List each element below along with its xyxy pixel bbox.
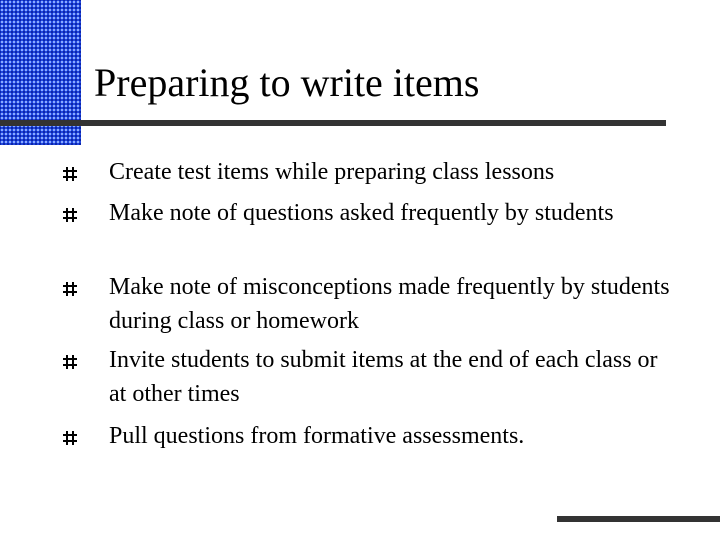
hash-bullet-icon <box>62 207 78 223</box>
bullet-text: Create test items while preparing class lessons <box>109 159 555 185</box>
hash-bullet-icon <box>62 354 78 370</box>
hash-bullet-icon <box>62 166 78 182</box>
bullet-text: Pull questions from formative assessments. <box>109 423 525 449</box>
bullet-text: Make note of misconceptions made frequently by students during class or homework <box>109 274 670 334</box>
bullet-text: Make note of questions asked frequently by students <box>109 200 614 226</box>
hash-bullet-icon <box>62 430 78 446</box>
slide-title: Preparing to write items <box>94 60 480 105</box>
hash-bullet-icon <box>62 281 78 297</box>
footer-divider <box>557 516 720 522</box>
bullet-text: Invite students to submit items at the end of each class or at other times <box>109 347 658 407</box>
